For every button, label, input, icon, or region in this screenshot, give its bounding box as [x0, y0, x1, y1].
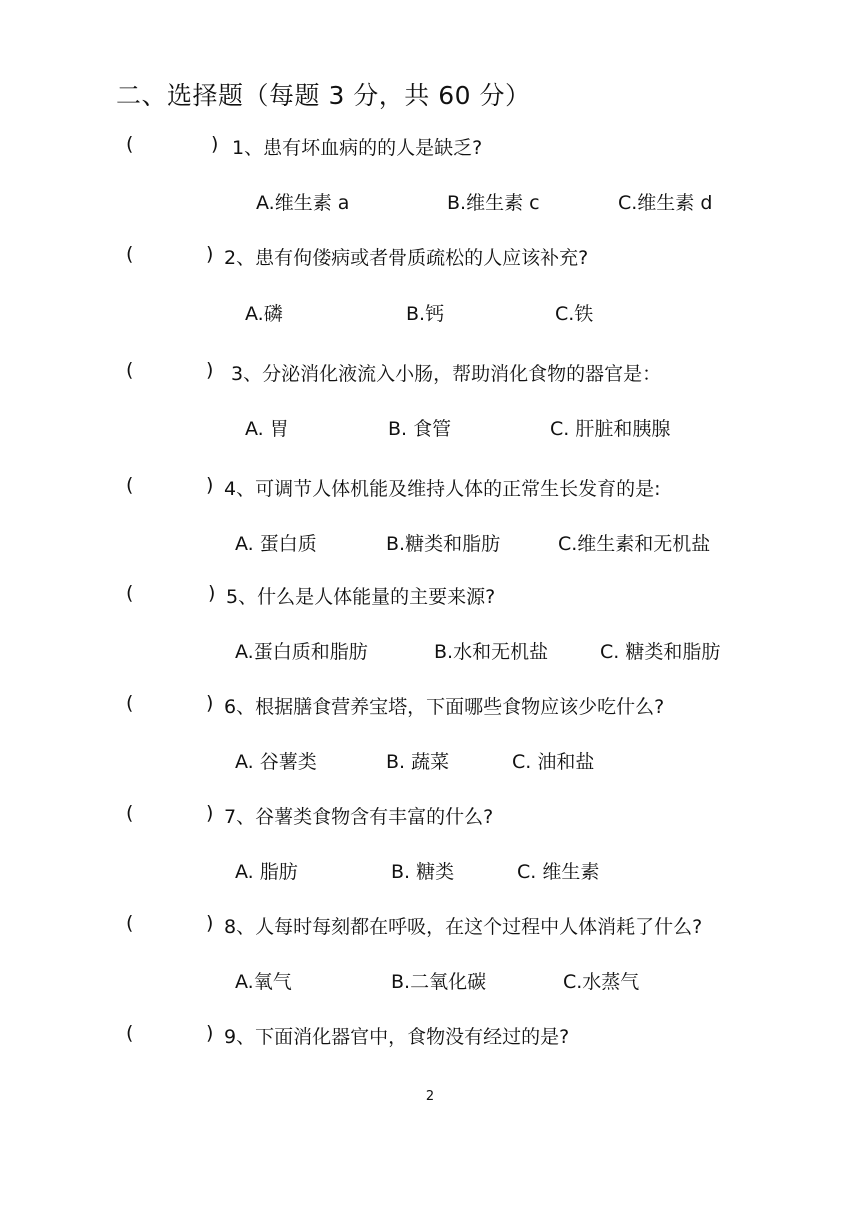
option-a: A.磷 — [245, 303, 283, 325]
question-text: 5、什么是人体能量的主要来源? — [226, 586, 496, 608]
option-c: C.维生素和无机盐 — [558, 533, 711, 555]
answer-paren-open: ( — [126, 912, 134, 934]
question-6 — [0, 692, 860, 722]
option-b: B. 蔬菜 — [386, 751, 450, 773]
answer-paren-open: ( — [126, 133, 134, 155]
option-c: C. 糖类和脂肪 — [600, 641, 721, 663]
question-8 — [0, 912, 860, 942]
option-a: A.氧气 — [235, 971, 292, 993]
option-c: C. 肝脏和胰腺 — [550, 418, 671, 440]
option-a: A.维生素 a — [256, 192, 350, 214]
answer-paren-open: ( — [126, 582, 134, 604]
answer-paren-open: ( — [126, 474, 134, 496]
question-4 — [0, 474, 860, 504]
option-c: C. 油和盐 — [512, 751, 595, 773]
question-text: 7、谷薯类食物含有丰富的什么? — [224, 806, 494, 828]
option-b: B. 糖类 — [391, 861, 455, 883]
question-2 — [0, 243, 860, 273]
answer-paren-close: ) — [206, 474, 214, 496]
option-a: A. 谷薯类 — [235, 751, 317, 773]
answer-paren-close: ) — [206, 359, 214, 381]
answer-paren-open: ( — [126, 802, 134, 824]
answer-paren-close: ) — [211, 133, 219, 155]
answer-paren-open: ( — [126, 1022, 134, 1044]
question-text: 1、患有坏血病的的人是缺乏? — [232, 137, 483, 159]
question-7 — [0, 802, 860, 832]
option-b: B. 食管 — [388, 418, 452, 440]
option-b: B.钙 — [406, 303, 445, 325]
option-b: B.二氧化碳 — [391, 971, 487, 993]
option-a: A.蛋白质和脂肪 — [235, 641, 368, 663]
answer-paren-close: ) — [206, 243, 214, 265]
question-text: 4、可调节人体机能及维持人体的正常生长发育的是: — [224, 478, 661, 500]
answer-paren-close: ) — [206, 692, 214, 714]
question-text: 6、根据膳食营养宝塔，下面哪些食物应该少吃什么? — [224, 696, 665, 718]
answer-paren-close: ) — [206, 1022, 214, 1044]
option-a: A. 脂肪 — [235, 861, 298, 883]
question-text: 9、下面消化器官中，食物没有经过的是? — [224, 1026, 570, 1048]
option-c: C. 维生素 — [517, 861, 600, 883]
option-b: B.水和无机盐 — [434, 641, 549, 663]
option-b: B.维生素 c — [447, 192, 540, 214]
option-c: C.水蒸气 — [563, 971, 640, 993]
answer-paren-open: ( — [126, 243, 134, 265]
section-title: 二、选择题（每题 3 分，共 60 分） — [116, 81, 531, 110]
answer-paren-close: ) — [206, 802, 214, 824]
question-text: 3、分泌消化液流入小肠，帮助消化食物的器官是： — [231, 363, 662, 385]
option-c: C.铁 — [555, 303, 594, 325]
question-1 — [0, 133, 860, 163]
question-9 — [0, 1022, 860, 1052]
option-b: B.糖类和脂肪 — [386, 533, 501, 555]
question-text: 8、人每时每刻都在呼吸，在这个过程中人体消耗了什么? — [224, 916, 703, 938]
answer-paren-open: ( — [126, 692, 134, 714]
answer-paren-close: ) — [206, 912, 214, 934]
option-a: A. 胃 — [245, 418, 289, 440]
option-a: A. 蛋白质 — [235, 533, 317, 555]
answer-paren-close: ) — [208, 582, 216, 604]
question-text: 2、患有佝偻病或者骨质疏松的人应该补充? — [224, 247, 589, 269]
question-5 — [0, 582, 860, 612]
page-number: 2 — [425, 1089, 435, 1104]
option-c: C.维生素 d — [618, 192, 713, 214]
question-3 — [0, 359, 860, 389]
answer-paren-open: ( — [126, 359, 134, 381]
